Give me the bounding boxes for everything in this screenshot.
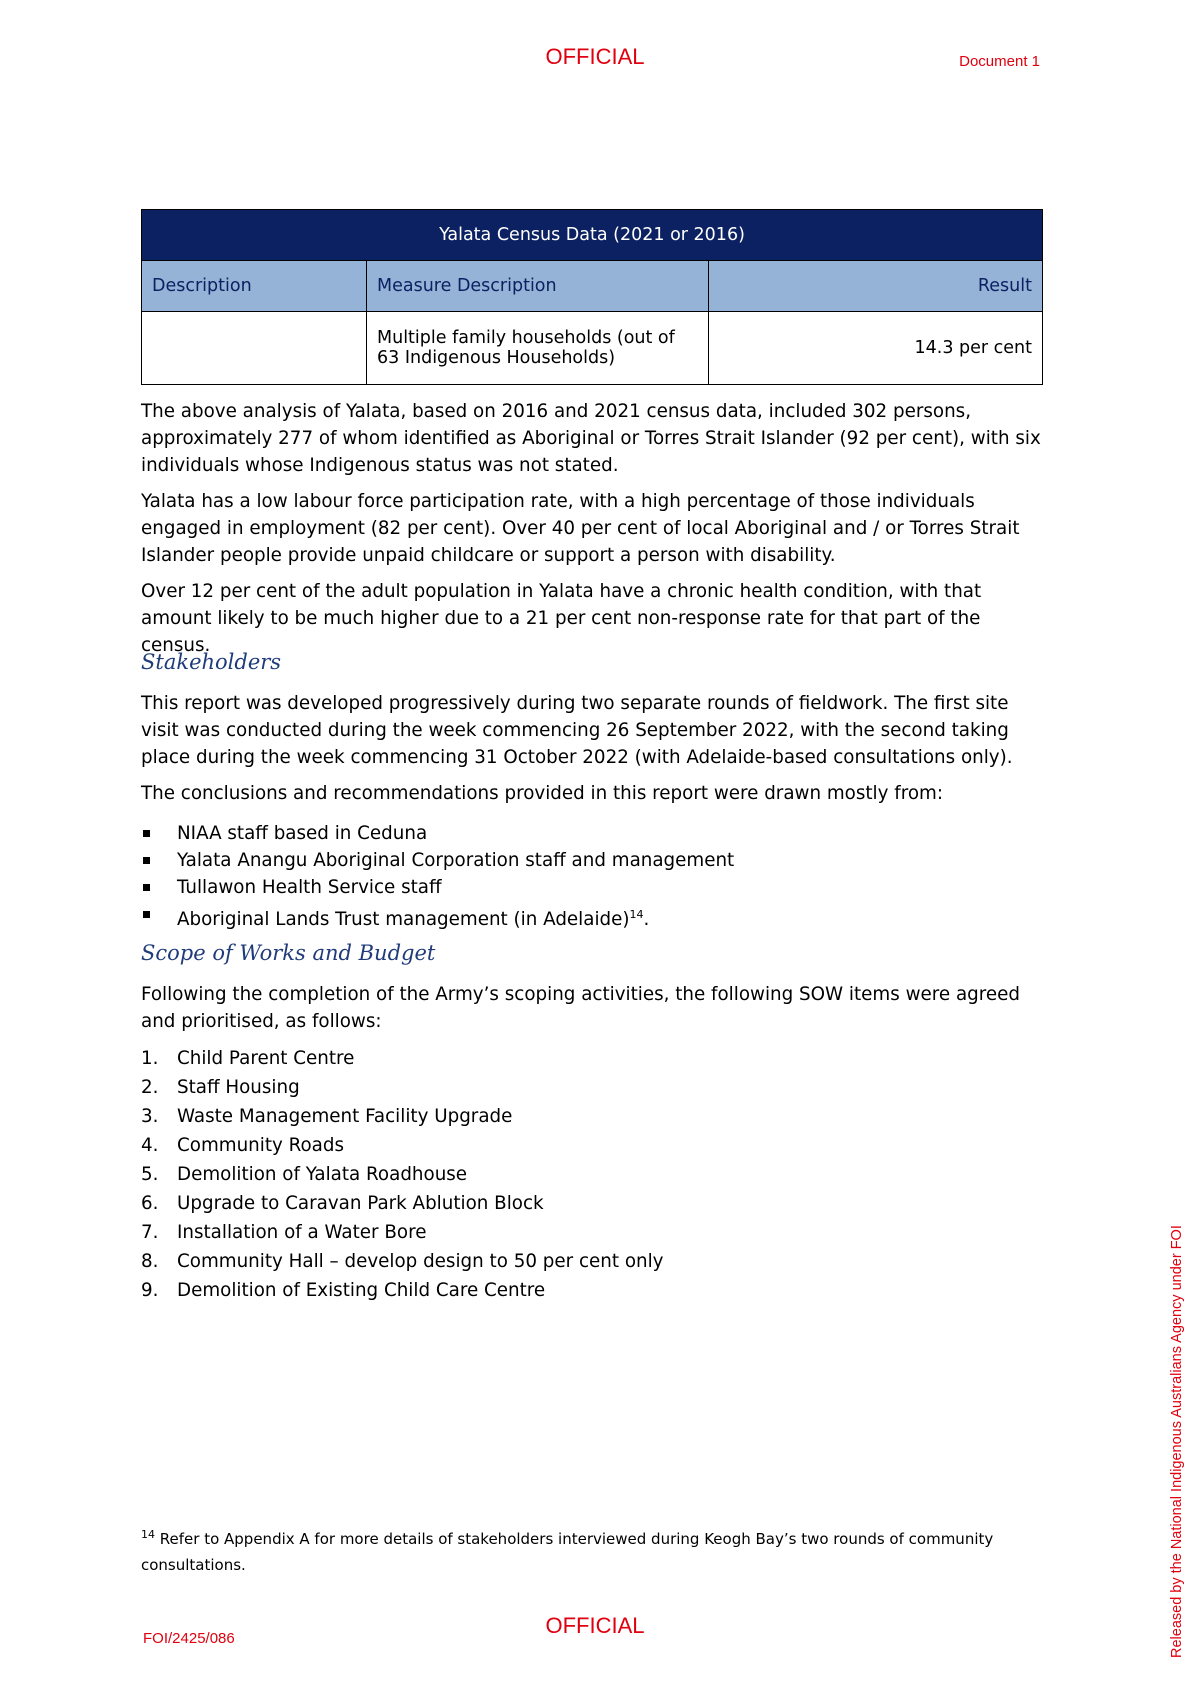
foi-reference: FOI/2425/086: [143, 1630, 235, 1647]
cell-description: [142, 312, 367, 385]
list-item: [141, 1044, 664, 1073]
column-header-measure: Measure Description: [367, 261, 709, 312]
paragraph: Yalata has a low labour force participation rate, with a high percentage of those individuals engaged in employment (82 per cent). Over 40 per cent of local Aboriginal and / or Torres Strait Islander people provide unpaid childcare or support a person with disability.: [141, 491, 1020, 566]
census-table: [141, 209, 1043, 385]
item-text: Community Roads: [177, 1135, 345, 1156]
list-item: [141, 901, 734, 933]
list-item: NIAA staff based in Ceduna: [141, 820, 734, 847]
item-text: Waste Management Facility Upgrade: [177, 1106, 513, 1127]
item-number: 3.: [141, 1106, 159, 1127]
footnote-reference[interactable]: 14: [629, 908, 644, 921]
paragraph: Following the completion of the Army’s scoping activities, the following SOW items were agreed and prioritised, as follows:: [141, 984, 1020, 1032]
column-header-result: Result: [709, 261, 1043, 312]
item-number: 5.: [141, 1164, 159, 1185]
classification-footer: OFFICIAL: [545, 1613, 645, 1638]
item-text: Community Hall – develop design to 50 per cent only: [177, 1251, 664, 1272]
list-item: [141, 1160, 664, 1189]
item-number: 8.: [141, 1251, 159, 1272]
footnote: [141, 1522, 1001, 1578]
list-item: [141, 1189, 664, 1218]
item-text: Demolition of Existing Child Care Centre: [177, 1280, 546, 1301]
item-number: 9.: [141, 1280, 159, 1301]
section-heading-scope: Scope of Works and Budget: [141, 941, 436, 965]
list-item: Yalata Anangu Aboriginal Corporation staff and management: [141, 847, 734, 874]
item-number: 2.: [141, 1077, 159, 1098]
item-number: 4.: [141, 1135, 159, 1156]
list-item: [141, 1073, 664, 1102]
list-item: [141, 1247, 664, 1276]
list-item: [141, 1218, 664, 1247]
table-title: Yalata Census Data (2021 or 2016): [142, 210, 1043, 261]
item-text: Installation of a Water Bore: [177, 1222, 427, 1243]
classification-header: OFFICIAL: [545, 44, 645, 69]
item-number: 1.: [141, 1048, 159, 1069]
cell-result: 14.3 per cent: [709, 312, 1043, 385]
foi-release-notice: Released by the National Indigenous Australians Agency under FOI: [1169, 1225, 1185, 1658]
footnote-text: Refer to Appendix A for more details of stakeholders interviewed during Keogh Bay’s two rounds of community consultations.: [141, 1530, 994, 1574]
census-analysis: [141, 398, 1046, 659]
paragraph: The above analysis of Yalata, based on 2016 and 2021 census data, included 302 persons, approximately 277 of whom identified as Aboriginal or Torres Strait Islander (92 per cent), with six individuals whose Indigenous status was not stated.: [141, 401, 1041, 476]
item-text: Child Parent Centre: [177, 1048, 355, 1069]
sow-list: [141, 1044, 664, 1305]
stakeholder-list: [141, 820, 734, 933]
list-item-text: Aboriginal Lands Trust management (in Adelaide): [177, 909, 630, 931]
item-number: 6.: [141, 1193, 159, 1214]
scope-text: [141, 981, 1046, 1035]
column-header-description: Description: [142, 261, 367, 312]
item-text: Demolition of Yalata Roadhouse: [177, 1164, 468, 1185]
list-item: [141, 1102, 664, 1131]
document-label: Document 1: [959, 53, 1040, 70]
stakeholders-text: [141, 690, 1046, 807]
list-item: [141, 1276, 664, 1305]
punctuation: .: [643, 909, 650, 931]
section-heading-stakeholders: Stakeholders: [141, 650, 282, 674]
table-row: [142, 312, 1043, 385]
item-text: Upgrade to Caravan Park Ablution Block: [177, 1193, 544, 1214]
cell-measure: Multiple family households (out of 63 Indigenous Households): [367, 312, 709, 385]
list-item: Tullawon Health Service staff: [141, 874, 734, 901]
paragraph: Over 12 per cent of the adult population in Yalata have a chronic health condition, with that amount likely to be much higher due to a 21 per cent non-response rate for that part of the census.: [141, 581, 982, 656]
paragraph: This report was developed progressively during two separate rounds of fieldwork. The first site visit was conducted during the week commencing 26 September 2022, with the second taking place during the week commencing 31 October 2022 (with Adelaide-based consultations only).: [141, 693, 1013, 768]
paragraph: The conclusions and recommendations provided in this report were drawn mostly from:: [141, 783, 943, 804]
list-item: [141, 1131, 664, 1160]
footnote-marker: 14: [141, 1528, 155, 1541]
item-text: Staff Housing: [177, 1077, 300, 1098]
item-number: 7.: [141, 1222, 159, 1243]
